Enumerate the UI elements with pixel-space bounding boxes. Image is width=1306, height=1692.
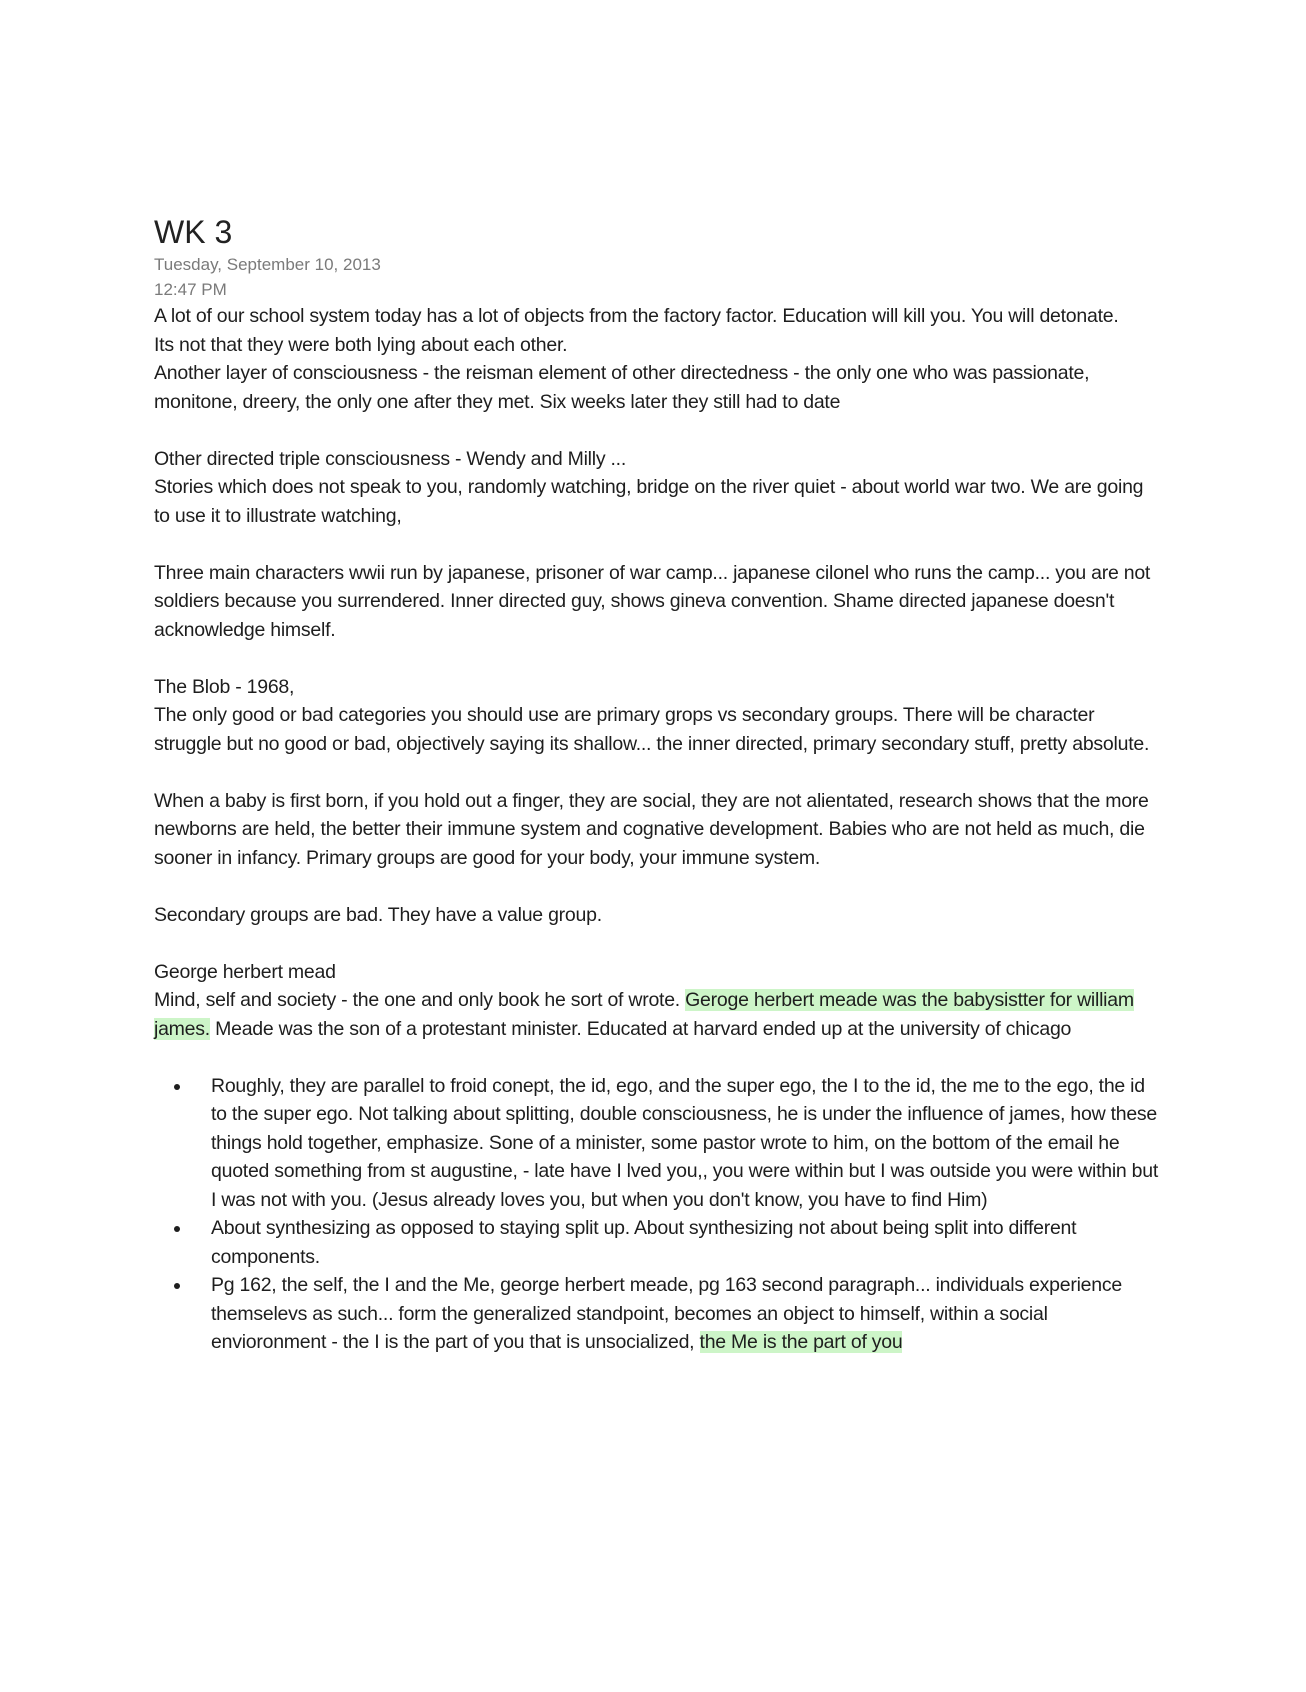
blank-line: [154, 416, 1164, 445]
highlighted-text: the Me is the part of you: [699, 1331, 903, 1353]
paragraph: Stories which does not speak to you, randomly watching, bridge on the river quiet - about world war two. We are going to use it to illustrate watching,: [154, 476, 1144, 527]
bullet-list: [154, 1072, 1164, 1357]
paragraph: Another layer of consciousness - the reisman element of other directedness - the only one who was passionate, monitone, dreery, the only one after they met. Six weeks later they still had to date: [154, 362, 1090, 413]
paragraph: The only good or bad categories you should use are primary grops vs secondary groups. There will be character struggle but no good or bad, objectively saying its shallow... the inner directed, primary secondary stuff, pretty absolute.: [154, 704, 1150, 755]
blank-line: [154, 530, 1164, 559]
paragraph: [154, 986, 1164, 1043]
paragraph: George herbert mead: [154, 960, 336, 983]
note-page: [154, 212, 1164, 1357]
list-item: About synthesizing as opposed to staying split up. About synthesizing not about being split into different components.: [154, 1214, 1164, 1271]
paragraph: When a baby is first born, if you hold out a finger, they are social, they are not alientated, research shows that the more newborns are held, the better their immune system and cognative development. Babies who are not held as much, die sooner in infancy. Primary groups are good for your body, your immune system.: [154, 789, 1149, 869]
blank-line: [154, 644, 1164, 673]
paragraph: Three main characters wwii run by japanese, prisoner of war camp... japanese cilonel who runs the camp... you are not soldiers because you surrendered. Inner directed guy, shows gineva convention. Shame directed japanese doesn't acknowledge himself.: [154, 561, 1151, 641]
blank-line: [154, 929, 1164, 958]
highlighted-text: Geroge herbert meade was the babysistter for william james.: [154, 989, 1134, 1040]
paragraph: Secondary groups are bad. They have a value group.: [154, 903, 602, 926]
note-time: 12:47 PM: [154, 280, 227, 299]
paragraph: A lot of our school system today has a lot of objects from the factory factor. Education will kill you. You will detonate.: [154, 305, 1119, 327]
paragraph: Other directed triple consciousness - Wendy and Milly ...: [154, 447, 627, 470]
blank-line: [154, 1043, 1164, 1072]
note-title[interactable]: WK 3: [154, 214, 233, 250]
note-body[interactable]: [154, 302, 1164, 1357]
note-date: Tuesday, September 10, 2013: [154, 255, 381, 274]
paragraph-text: Meade was the son of a protestant minister. Educated at harvard ended up at the university of chicago: [209, 1017, 1072, 1040]
paragraph: The Blob - 1968,: [154, 675, 295, 698]
blank-line: [154, 872, 1164, 901]
blank-line: [154, 758, 1164, 787]
list-item: [154, 1271, 1164, 1357]
paragraph-text: Mind, self and society - the one and only book he sort of wrote.: [154, 989, 686, 1011]
list-item: Roughly, they are parallel to froid conept, the id, ego, and the super ego, the I to the id, the me to the ego, the id to the super ego. Not talking about splitting, double consciousness, he is under the influence of james, how these things hold together, emphasize. Sone of a minister, some pastor wrote to him, on the bottom of the email he quoted something from st augustine, - late have I lved you,, you were within but I was outside you were within but I was not with you. (Jesus already loves you, but when you don't know, you have to find Him): [154, 1072, 1164, 1215]
list-item-text: Pg 162, the self, the I and the Me, george herbert meade, pg 163 second paragraph... individuals experience themselevs as such... form the generalized standpoint, becomes an object to himself, within a social envioronment - the I is the part of you that is unsocialized,: [211, 1274, 1122, 1353]
paragraph: Its not that they were both lying about each other.: [154, 333, 568, 356]
